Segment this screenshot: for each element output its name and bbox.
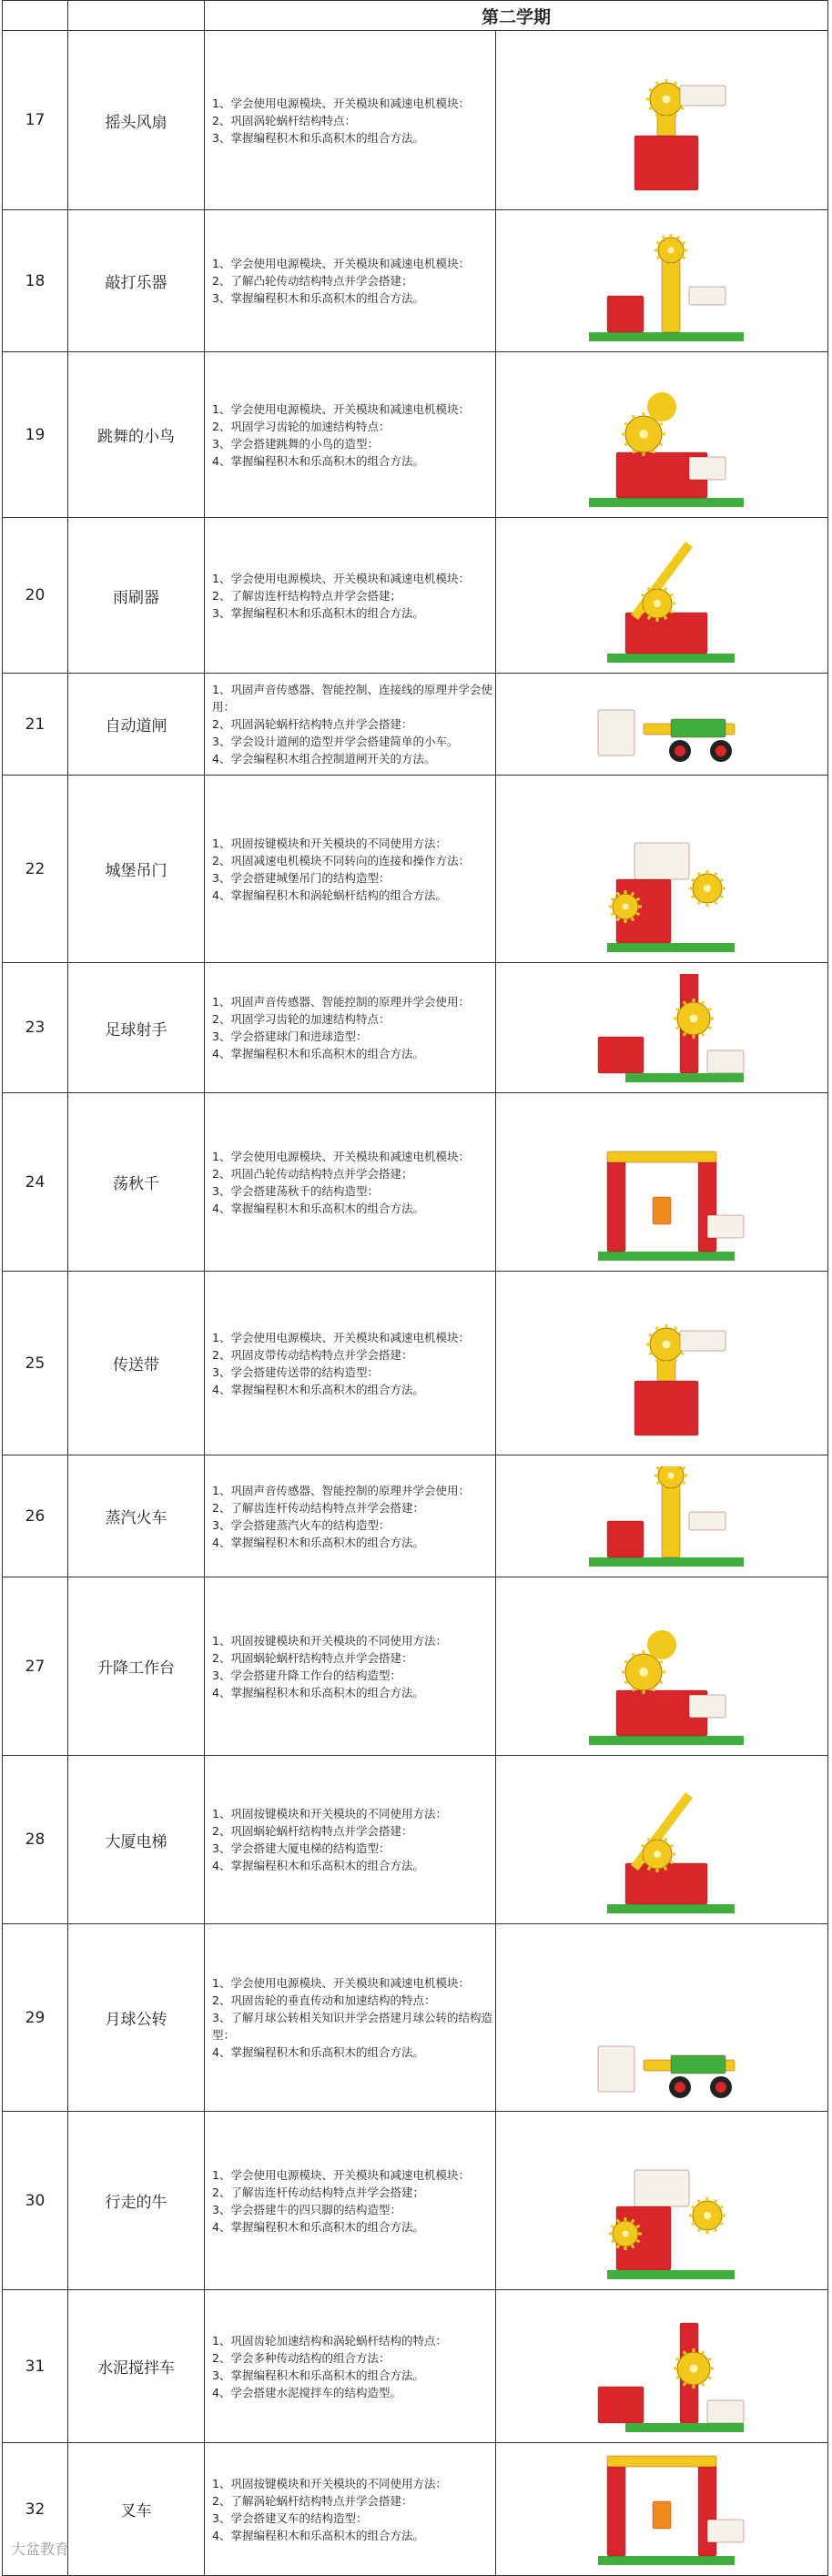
goal-line: 1、学会使用电源模块、开关模块和减速电机模块： <box>212 1976 470 1990</box>
soccer-model-icon <box>496 974 827 1082</box>
lesson-name: 大厦电梯 <box>68 1756 205 1924</box>
lesson-name: 城堡吊门 <box>68 776 205 963</box>
lesson-row <box>3 1093 828 1272</box>
goal-line: 1、巩固声音传感器、智能控制的原理并学会使用： <box>212 995 470 1009</box>
lesson-row <box>3 1924 828 2112</box>
lesson-name: 足球射手 <box>68 963 205 1093</box>
goal-line: 4、掌握编程积木和乐高积木的组合方法。 <box>212 2528 424 2542</box>
goal-line: 4、学会编程积木组合控制道闸开关的方法。 <box>212 752 436 766</box>
goal-line: 2、巩固蜗轮蜗杆结构特点并学会搭建： <box>212 1650 413 1665</box>
goal-line: 3、学会搭建升降工作台的结构造型： <box>212 1668 401 1682</box>
model-photo <box>496 2443 828 2576</box>
lesson-row <box>3 1756 828 1924</box>
lesson-name: 月球公转 <box>68 1924 205 2112</box>
moon-orbit-model-icon <box>496 1935 827 2101</box>
goal-line: 3、了解月球公转相关知识并学会搭建月球公转的结构造型： <box>212 2011 492 2042</box>
lesson-number: 21 <box>3 674 68 776</box>
goal-line: 1、学会使用电源模块、开关模块和减速电机模块： <box>212 401 470 416</box>
model-photo <box>496 1455 828 1577</box>
goal-line: 4、掌握编程积木和乐高积木的组合方法。 <box>212 1535 424 1549</box>
barrier-model-icon <box>496 685 827 765</box>
lesson-name: 敲打乐器 <box>68 210 205 352</box>
semester-title: 第二学期 <box>205 1 828 31</box>
goal-line: 1、巩固按键模块和开关模块的不同使用方法： <box>212 2476 447 2490</box>
lesson-number: 19 <box>3 352 68 518</box>
lesson-row <box>3 776 828 963</box>
bird-model-icon <box>496 363 827 507</box>
goal-line: 3、学会搭建传送带的结构造型： <box>212 1364 379 1379</box>
model-photo <box>496 776 828 963</box>
lesson-number: 31 <box>3 2290 68 2443</box>
lesson-goals <box>205 210 496 352</box>
goal-line: 1、学会使用电源模块、开关模块和减速电机模块： <box>212 2167 470 2182</box>
header-blank-2 <box>68 1 205 31</box>
goal-line: 3、学会搭建叉车的结构造型： <box>212 2510 368 2525</box>
lesson-goals <box>205 674 496 776</box>
model-photo <box>496 674 828 776</box>
goal-line: 2、学会多种传动结构的组合方法： <box>212 2350 391 2365</box>
semester-header-row <box>3 1 828 31</box>
goal-line: 1、学会使用电源模块、开关模块和减速电机模块： <box>212 96 470 110</box>
goal-line: 2、了解齿连杆传动结构特点并学会搭建； <box>212 2185 424 2199</box>
goal-line: 1、学会使用电源模块、开关模块和减速电机模块： <box>212 1330 470 1344</box>
lesson-number: 27 <box>3 1577 68 1756</box>
drum-model-icon <box>496 221 827 341</box>
lesson-goals <box>205 518 496 674</box>
goal-line: 3、学会搭建球门和进球造型： <box>212 1029 368 1043</box>
goal-line: 1、学会使用电源模块、开关模块和减速电机模块： <box>212 1149 470 1163</box>
lesson-row <box>3 210 828 352</box>
lesson-goals <box>205 1455 496 1577</box>
goal-line: 2、巩固皮带传动结构特点并学会搭建： <box>212 1347 413 1362</box>
lesson-name: 雨刷器 <box>68 518 205 674</box>
elevator-model-icon <box>496 1767 827 1913</box>
goal-line: 2、了解齿连杆传动结构特点并学会搭建： <box>212 1500 424 1515</box>
header-blank-1 <box>3 1 68 31</box>
mixer-truck-model-icon <box>496 2301 827 2432</box>
watermark: 大盆教育 <box>11 2541 70 2558</box>
lesson-goals <box>205 352 496 518</box>
goal-line: 3、掌握编程积木和乐高积木的组合方法。 <box>212 605 424 620</box>
goal-line: 1、巩固按键模块和开关模块的不同使用方法： <box>212 1633 447 1648</box>
goal-line: 1、学会使用电源模块、开关模块和减速电机模块： <box>212 257 470 270</box>
model-photo <box>496 1924 828 2112</box>
lesson-row <box>3 1455 828 1577</box>
lesson-number: 25 <box>3 1272 68 1455</box>
lesson-row <box>3 963 828 1093</box>
model-photo <box>496 518 828 674</box>
lesson-number: 28 <box>3 1756 68 1924</box>
castle-gate-model-icon <box>496 786 827 952</box>
goal-line: 2、巩固齿轮的垂直传动和加速结构的特点： <box>212 1993 436 2007</box>
goal-line: 4、掌握编程积木和乐高积木的组合方法。 <box>212 453 424 468</box>
model-photo <box>496 1577 828 1756</box>
train-model-icon <box>496 1466 827 1567</box>
lesson-name: 荡秋千 <box>68 1093 205 1272</box>
goal-line: 3、学会搭建城堡吊门的结构造型： <box>212 870 391 885</box>
model-photo <box>496 1272 828 1455</box>
lesson-goals <box>205 1577 496 1756</box>
lesson-row <box>3 674 828 776</box>
lesson-name: 叉车 <box>68 2443 205 2576</box>
goal-line: 2、巩固涡轮蜗杆结构特点并学会搭建： <box>212 717 413 731</box>
lesson-number: 24 <box>3 1093 68 1272</box>
lesson-row <box>3 2290 828 2443</box>
goal-line: 4、掌握编程积木和乐高积木的组合方法。 <box>212 2219 424 2234</box>
lesson-number: 30 <box>3 2112 68 2290</box>
lesson-number: 20 <box>3 518 68 674</box>
lesson-row <box>3 518 828 674</box>
goal-line: 1、巩固声音传感器、智能控制的原理并学会使用： <box>212 1483 470 1497</box>
lesson-row <box>3 1272 828 1455</box>
lesson-goals <box>205 963 496 1093</box>
curriculum-table <box>2 0 828 2576</box>
goal-line: 2、巩固蜗轮蜗杆结构特点并学会搭建： <box>212 1824 413 1838</box>
lesson-number: 17 <box>3 31 68 210</box>
lesson-name: 跳舞的小鸟 <box>68 352 205 518</box>
goal-line: 2、巩固学习齿轮的加速结构特点： <box>212 1012 391 1026</box>
conveyor-model-icon <box>496 1283 827 1445</box>
lesson-name: 升降工作台 <box>68 1577 205 1756</box>
swing-model-icon <box>496 1104 827 1261</box>
goal-line: 3、学会搭建荡秋千的结构造型： <box>212 1183 379 1198</box>
model-photo <box>496 352 828 518</box>
lesson-number: 29 <box>3 1924 68 2112</box>
wiper-model-icon <box>496 529 827 663</box>
lesson-goals <box>205 31 496 210</box>
model-photo <box>496 1756 828 1924</box>
lesson-goals <box>205 1924 496 2112</box>
lesson-name: 水泥搅拌车 <box>68 2290 205 2443</box>
goal-line: 1、巩固声音传感器、智能控制、连接线的原理并学会使用： <box>212 683 492 714</box>
model-photo <box>496 2112 828 2290</box>
model-photo <box>496 2290 828 2443</box>
goal-line: 1、巩固齿轮加速结构和涡轮蜗杆结构的特点： <box>212 2333 447 2348</box>
lesson-name: 传送带 <box>68 1272 205 1455</box>
goal-line: 3、学会搭建牛的四只脚的结构造型： <box>212 2202 401 2216</box>
goal-line: 2、巩固涡轮蜗杆结构特点： <box>212 113 356 127</box>
lesson-goals <box>205 2290 496 2443</box>
goal-line: 3、掌握编程积木和乐高积木的组合方法。 <box>212 2368 424 2382</box>
lift-platform-model-icon <box>496 1588 827 1745</box>
forklift-model-icon <box>496 2454 827 2565</box>
goal-line: 1、巩固按键模块和开关模块的不同使用方法： <box>212 836 447 850</box>
lesson-row <box>3 2443 828 2576</box>
goal-line: 2、了解涡轮蜗杆结构特点并学会搭建： <box>212 2493 413 2508</box>
lesson-name: 行走的牛 <box>68 2112 205 2290</box>
walking-cow-model-icon <box>496 2123 827 2279</box>
goal-line: 2、了解凸轮传动结构特点并学会搭建； <box>212 274 413 288</box>
fan-model-icon <box>496 42 827 199</box>
lesson-name: 蒸汽火车 <box>68 1455 205 1577</box>
lesson-rows <box>3 31 828 2576</box>
goal-line: 3、学会搭建跳舞的小鸟的造型： <box>212 436 379 451</box>
goal-line: 2、巩固凸轮传动结构特点并学会搭建； <box>212 1166 413 1181</box>
goal-line: 4、掌握编程积木和乐高积木的组合方法。 <box>212 1382 424 1396</box>
lesson-goals <box>205 1272 496 1455</box>
goal-line: 3、学会搭建大厦电梯的结构造型： <box>212 1841 391 1855</box>
goal-line: 3、学会搭建蒸汽火车的结构造型： <box>212 1517 391 1532</box>
goal-line: 4、掌握编程积木和乐高积木的组合方法。 <box>212 1859 424 1872</box>
goal-line: 4、掌握编程积木和乐高积木的组合方法。 <box>212 2045 424 2059</box>
lesson-number: 18 <box>3 210 68 352</box>
lesson-name: 摇头风扇 <box>68 31 205 210</box>
lesson-goals <box>205 2443 496 2576</box>
lesson-number: 26 <box>3 1455 68 1577</box>
goal-line: 3、掌握编程积木和乐高积木的组合方法。 <box>212 291 424 305</box>
lesson-name: 自动道闸 <box>68 674 205 776</box>
goal-line: 4、掌握编程积木和乐高积木的组合方法。 <box>212 1047 424 1060</box>
model-photo <box>496 210 828 352</box>
lesson-goals <box>205 2112 496 2290</box>
lesson-row <box>3 1577 828 1756</box>
goal-line: 2、巩固减速电机模块不同转向的连接和操作方法： <box>212 853 470 867</box>
goal-line: 4、掌握编程积木和乐高积木的组合方法。 <box>212 1201 424 1215</box>
lesson-number: 22 <box>3 776 68 963</box>
goal-line: 2、巩固学习齿轮的加速结构特点： <box>212 419 391 433</box>
goal-line: 4、学会搭建水泥搅拌车的结构造型。 <box>212 2385 401 2399</box>
lesson-number: 23 <box>3 963 68 1093</box>
lesson-goals <box>205 1756 496 1924</box>
lesson-row <box>3 352 828 518</box>
model-photo <box>496 963 828 1093</box>
model-photo <box>496 31 828 210</box>
lesson-goals <box>205 776 496 963</box>
lesson-row <box>3 31 828 210</box>
goal-line: 1、巩固按键模块和开关模块的不同使用方法： <box>212 1807 447 1820</box>
lesson-number: 32 <box>3 2443 68 2576</box>
goal-line: 4、掌握编程积木和涡轮蜗杆结构的组合方法。 <box>212 887 447 902</box>
goal-line: 4、掌握编程积木和乐高积木的组合方法。 <box>212 1685 424 1699</box>
lesson-row <box>3 2112 828 2290</box>
goal-line: 3、掌握编程积木和乐高积木的组合方法。 <box>212 130 424 145</box>
model-photo <box>496 1093 828 1272</box>
goal-line: 3、学会设计道闸的造型并学会搭建简单的小车。 <box>212 735 459 748</box>
lesson-goals <box>205 1093 496 1272</box>
goal-line: 2、了解齿连杆结构特点并学会搭建； <box>212 588 401 603</box>
goal-line: 1、学会使用电源模块、开关模块和减速电机模块： <box>212 571 470 585</box>
